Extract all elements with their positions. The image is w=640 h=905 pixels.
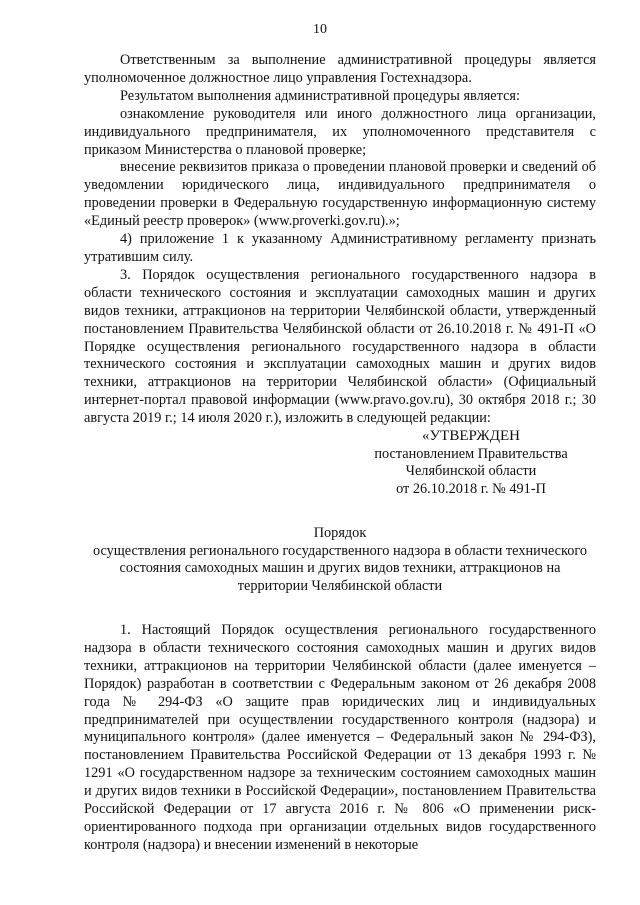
page-number: 10 bbox=[313, 22, 327, 37]
paragraph-appendix: 4) приложение 1 к указанному Административному регламенту признать утратившим силу. bbox=[84, 231, 596, 265]
title-line-1: Порядок bbox=[313, 525, 367, 542]
approval-line-region: Челябинской области bbox=[405, 463, 537, 480]
document-title bbox=[84, 525, 596, 595]
paragraph-main-1: 1. Настоящий Порядок осуществления регионального государственного надзора в области технического состояния самоходных машин и других видов техники, аттракционов на территории Челябинской области (далее именуется – Порядок) разработан в соответствии с Федеральным законом от 26 декабря 2008 года № 294-ФЗ «О защите прав юридических лиц и индивидуальных предпринимателей при осуществлении государственного контроля (надзора) и муниципального контроля» (далее именуется – Федеральный закон № 294-ФЗ), постановлением Правительства Российской Федерации от 13 декабря 1993 г. № 1291 «О государственном надзоре за техническим состоянием самоходных машин и других видов техники в Российской Федерации», постановлением Правительства Российской Федерации от 17 августа 2016 г. № 806 «О применении риск-ориентированного подхода при организации отдельных видов государственного контроля (надзора) и внесении изменений в некоторые bbox=[84, 622, 596, 853]
title-line-3: состояния самоходных машин и других видов техники, аттракционов на bbox=[119, 560, 561, 577]
paragraph-procedure-amendment: 3. Порядок осуществления регионального государственного надзора в области технического состояния и эксплуатации самоходных машин и других видов техники, аттракционов на территории Челябинской области, утвержденный постановлением Правительства Челябинской области от 26.10.2018 г. № 491-П «О Порядке осуществления регионального государственного надзора в области технического состояния и эксплуатации самоходных машин и других видов техники, аттракционов на территории Челябинской области» (Официальный интернет-портал правовой информации (www.pravo.gov.ru), 30 октября 2018 г.; 30 августа 2019 г.; 14 июля 2020 г.), изложить в следующей редакции: bbox=[84, 266, 596, 427]
approval-line-approved: «УТВЕРЖДЕН bbox=[422, 428, 520, 445]
title-line-2: осуществления регионального государственного надзора в области технического bbox=[92, 542, 588, 559]
approval-block bbox=[346, 428, 596, 498]
document-body bbox=[84, 52, 596, 855]
spacer bbox=[84, 498, 596, 525]
approval-line-resolution: постановлением Правительства bbox=[374, 445, 568, 462]
approval-line-date: от 26.10.2018 г. № 491-П bbox=[396, 480, 546, 497]
spacer bbox=[84, 595, 596, 622]
paragraph-responsible: Ответственным за выполнение административной процедуры является уполномоченное должностное лицо управления Гостехнадзора. bbox=[84, 52, 596, 86]
paragraph-familiarization: ознакомление руководителя или иного должностного лица организации, индивидуального предпринимателя, их уполномоченного представителя с приказом Министерства о плановой проверке; bbox=[84, 105, 596, 158]
paragraph-result: Результатом выполнения административной процедуры является: bbox=[120, 87, 520, 104]
paragraph-registry: внесение реквизитов приказа о проведении плановой проверки и сведений об уведомлении юридического лица, индивидуального предпринимателя о проведении проверки в Федеральную государственную информационную систему «Единый реестр проверок» (www.proverki.gov.ru).»; bbox=[84, 159, 596, 230]
title-line-4: территории Челябинской области bbox=[237, 577, 443, 594]
